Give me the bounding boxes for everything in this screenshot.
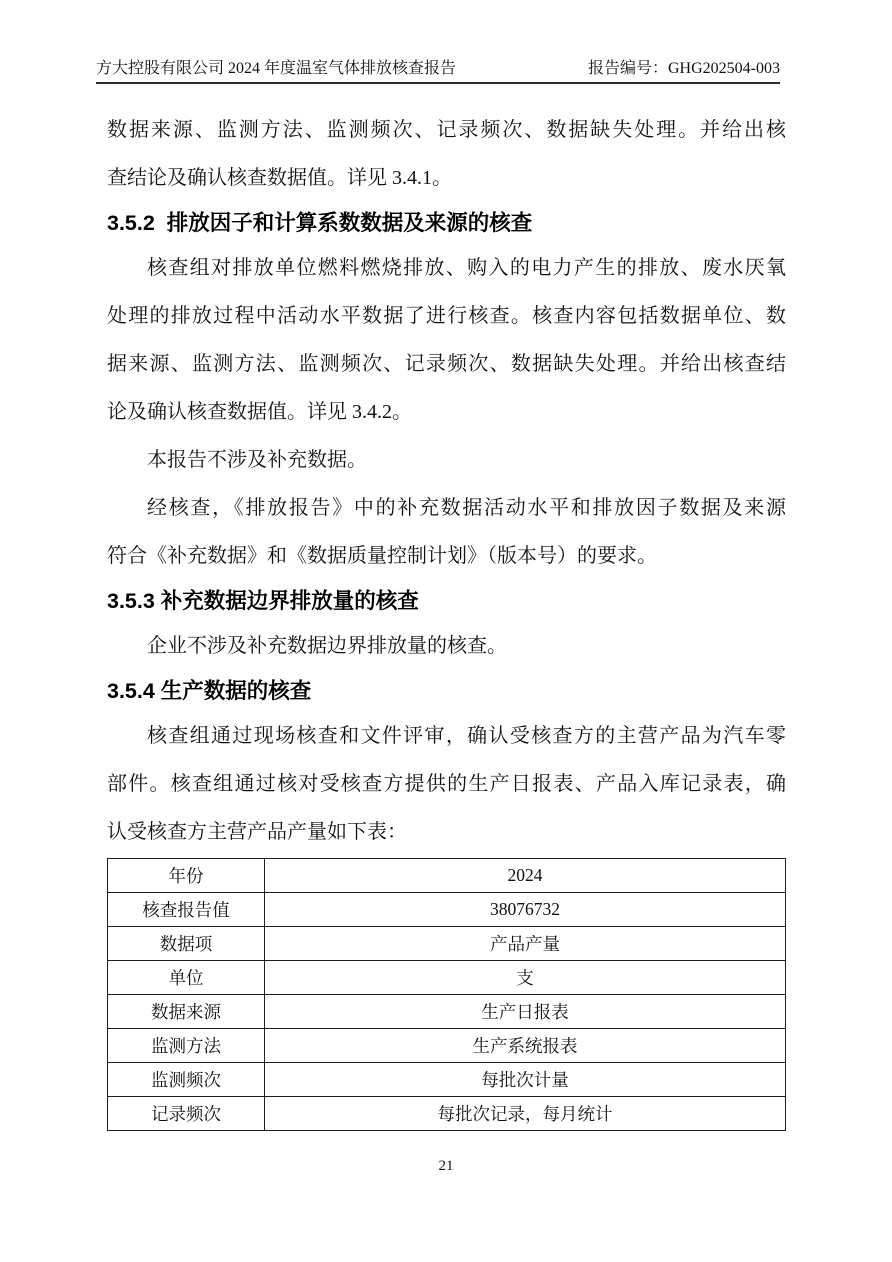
row-value-cell: 38076732 <box>265 893 786 927</box>
row-value-cell: 生产日报表 <box>265 995 786 1029</box>
section-heading-3-5-3: 3.5.3 补充数据边界排放量的核查 <box>107 589 419 613</box>
table-row <box>108 995 786 1029</box>
row-value-cell: 产品产量 <box>265 927 786 961</box>
row-value-cell: 每批次计量 <box>265 1063 786 1097</box>
row-label-cell: 年份 <box>108 859 265 893</box>
paragraph-verification-result <box>107 484 786 580</box>
text-line: 核查组对排放单位燃料燃烧排放、购入的电力产生的排放、废水厌氧 <box>147 257 786 279</box>
paragraph-3-5-2 <box>107 244 786 436</box>
row-label-cell: 监测频次 <box>108 1063 265 1097</box>
production-data-table <box>107 858 786 1131</box>
section-heading-3-5-2: 3.5.2 排放因子和计算系数数据及来源的核查 <box>107 211 533 235</box>
row-value-cell: 支 <box>265 961 786 995</box>
table-row <box>108 1029 786 1063</box>
text-line: 本报告不涉及补充数据。 <box>147 449 367 471</box>
header-title: 方大控股有限公司 2024 年度温室气体排放核查报告 <box>96 60 457 77</box>
table-row <box>108 893 786 927</box>
page-footer <box>0 1156 892 1176</box>
row-label-cell: 核查报告值 <box>108 893 265 927</box>
table-row <box>108 859 786 893</box>
row-label-cell: 数据项 <box>108 927 265 961</box>
text-line: 处理的排放过程中活动水平数据了进行核查。核查内容包括数据单位、数 <box>107 305 786 327</box>
text-line: 查结论及确认核查数据值。详见 3.4.1。 <box>107 167 452 189</box>
text-line: 数据来源、监测方法、监测频次、记录频次、数据缺失处理。并给出核 <box>107 119 786 141</box>
row-value-cell: 生产系统报表 <box>265 1029 786 1063</box>
text-line: 据来源、监测方法、监测频次、记录频次、数据缺失处理。并给出核查结 <box>107 353 786 375</box>
row-label-cell: 数据来源 <box>108 995 265 1029</box>
page-number: 21 <box>438 1158 454 1174</box>
row-label-cell: 监测方法 <box>108 1029 265 1063</box>
paragraph-3-5-3 <box>107 622 786 670</box>
text-line: 认受核查方主营产品产量如下表： <box>107 821 407 843</box>
header-report-number: 报告编号：GHG202504-003 <box>588 60 780 77</box>
text-line: 企业不涉及补充数据边界排放量的核查。 <box>147 635 507 657</box>
document-body <box>107 106 786 1131</box>
paragraph-3-5-4 <box>107 712 786 856</box>
text-line: 核查组通过现场核查和文件评审，确认受核查方的主营产品为汽车零 <box>147 725 786 747</box>
table-row <box>108 1097 786 1131</box>
row-label-cell: 记录频次 <box>108 1097 265 1131</box>
row-value-cell: 每批次记录，每月统计 <box>265 1097 786 1131</box>
table-row <box>108 961 786 995</box>
text-line: 经核查，《排放报告》中的补充数据活动水平和排放因子数据及来源 <box>147 497 786 519</box>
paragraph-no-supplementary-data <box>107 436 786 484</box>
row-value-cell: 2024 <box>265 859 786 893</box>
table-row <box>108 1063 786 1097</box>
section-heading-3-5-4: 3.5.4 生产数据的核查 <box>107 679 312 703</box>
table-row <box>108 927 786 961</box>
text-line: 论及确认核查数据值。详见 3.4.2。 <box>107 401 412 423</box>
text-line: 符合《补充数据》和《数据质量控制计划》（版本号）的要求。 <box>107 545 657 567</box>
paragraph-continuation <box>107 106 786 202</box>
production-data-table-body <box>108 859 786 1131</box>
page-header <box>96 58 780 84</box>
text-line: 部件。核查组通过核对受核查方提供的生产日报表、产品入库记录表，确 <box>107 773 786 795</box>
row-label-cell: 单位 <box>108 961 265 995</box>
